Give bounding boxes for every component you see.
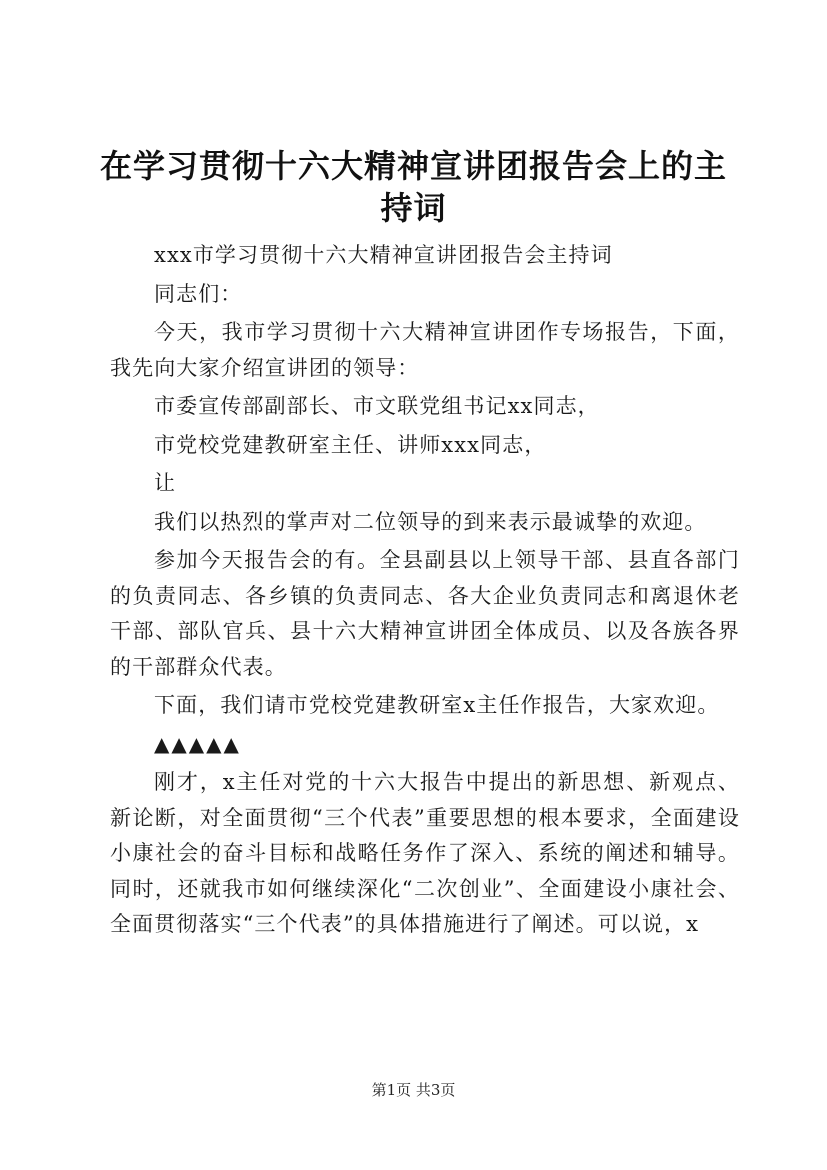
paragraph-leader-1: 市委宣传部副部长、市文联党组书记xx同志， <box>154 394 600 418</box>
paragraph-invite-report: 下面，我们请市党校党建教研室x主任作报告，大家欢迎。 <box>154 693 720 717</box>
paragraph-let: 让 <box>154 471 177 495</box>
paragraph-leader-2: 市党校党建教研室主任、讲师xxx同志， <box>154 432 547 457</box>
paragraph-introduction: 今天，我市学习贯彻十六大精神宣讲团作专场报告，下面，我先向大家介绍宣讲团的领导： <box>110 320 740 380</box>
document-title: 在学习贯彻十六大精神宣讲团报告会上的主持词 <box>100 147 728 227</box>
paragraph-summary: 刚才，x主任对党的十六大报告中提出的新思想、新观点、新论断，对全面贯彻“三个代表”重要思想的根本要求，全面建设小康社会的奋斗目标和战略任务作了深入、系统的阐述和辅导。同时，还就我市如何继续深化“二次创业”、全面建设小康社会、全面贯彻落实“三个代表”的具体措施进行了阐述。可以说，x <box>110 770 740 936</box>
triangle-divider: ▲▲▲▲▲ <box>154 731 241 756</box>
document-body <box>110 238 740 946</box>
paragraph-greeting: 同志们： <box>154 281 243 306</box>
paragraph-attendees: 参加今天报告会的有。全县副县以上领导干部、县直各部门的负责同志、各乡镇的负责同志、各大企业负责同志和离退休老干部、部队官兵、县十六大精神宣讲团全体成员、以及各族各界的干部群众代表。 <box>110 548 740 679</box>
paragraph-welcome: 我们以热烈的掌声对二位领导的到来表示最诚挚的欢迎。 <box>154 509 707 534</box>
page-number-footer: 第1页 共3页 <box>371 1081 456 1099</box>
paragraph-subtitle: xxx市学习贯彻十六大精神宣讲团报告会主持词 <box>154 243 613 267</box>
